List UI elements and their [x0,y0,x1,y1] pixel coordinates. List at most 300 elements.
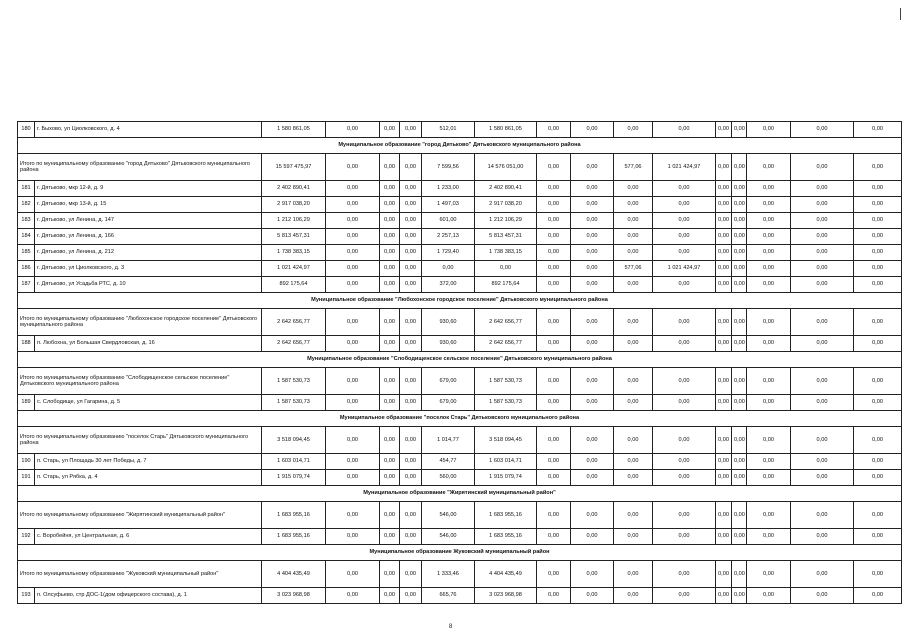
value-cell: 0,00 [653,245,716,261]
value-cell: 0,00 [571,529,614,545]
address-cell: г. Дятьково, ул Ленина, д. 147 [35,213,262,229]
value-cell: 0,00 [326,470,380,486]
value-cell: 0,00 [854,529,902,545]
value-cell: 0,00 [732,427,747,454]
value-cell: 0,00 [537,470,571,486]
value-cell: 0,00 [571,427,614,454]
value-cell: 0,00 [791,336,854,352]
value-cell: 0,00 [791,470,854,486]
row-number: 189 [18,395,35,411]
value-cell: 0,00 [400,245,422,261]
row-number: 188 [18,336,35,352]
value-cell: 0,00 [326,427,380,454]
table-row [18,277,902,293]
value-cell: 0,00 [614,245,653,261]
address-cell: г. Дятьково, ул Ленина, д. 166 [35,229,262,245]
value-cell: 0,00 [326,368,380,395]
value-cell: 1 333,46 [422,561,475,588]
value-cell: 0,00 [571,181,614,197]
value-cell: 5 813 457,31 [262,229,326,245]
value-cell: 0,00 [732,261,747,277]
value-cell: 0,00 [716,470,732,486]
total-label: Итого по муниципальному образованию "поселок Старь" Дятьковского муниципального района [18,427,262,454]
value-cell: 0,00 [614,588,653,604]
value-cell: 0,00 [791,309,854,336]
value-cell: 0,00 [571,213,614,229]
value-cell: 577,06 [614,154,653,181]
section-title: Муниципальное образование "город Дятьково" Дятьковского муниципального района [18,138,902,154]
value-cell: 0,00 [614,529,653,545]
value-cell: 0,00 [475,261,537,277]
table-row [18,395,902,411]
value-cell: 1 497,03 [422,197,475,213]
value-cell: 0,00 [732,470,747,486]
value-cell: 3 023 968,98 [475,588,537,604]
value-cell: 0,00 [400,368,422,395]
value-cell: 0,00 [537,277,571,293]
table-row [18,529,902,545]
value-cell: 0,00 [380,368,400,395]
address-cell: п. Олсуфьево, стр ДОС-1(дом офицерского состава), д. 1 [35,588,262,604]
value-cell: 560,00 [422,470,475,486]
value-cell: 0,00 [571,395,614,411]
value-cell: 0,00 [571,122,614,138]
value-cell: 0,00 [614,368,653,395]
value-cell: 0,00 [326,502,380,529]
value-cell: 1 014,77 [422,427,475,454]
value-cell: 0,00 [571,454,614,470]
value-cell: 0,00 [326,529,380,545]
value-cell: 0,00 [326,154,380,181]
value-cell: 0,00 [854,368,902,395]
value-cell: 0,00 [571,197,614,213]
address-cell: п. Старь, ул Рябка, д. 4 [35,470,262,486]
value-cell: 0,00 [400,502,422,529]
value-cell: 0,00 [791,122,854,138]
value-cell: 0,00 [326,395,380,411]
value-cell: 372,00 [422,277,475,293]
value-cell: 0,00 [747,154,791,181]
value-cell: 0,00 [747,261,791,277]
value-cell: 14 576 051,00 [475,154,537,181]
table-row [18,245,902,261]
total-label: Итого по муниципальному образованию "Любохонское городское поселение" Дятьковского муниципального района [18,309,262,336]
table-row [18,470,902,486]
total-row [18,368,902,395]
value-cell: 0,00 [747,181,791,197]
value-cell: 0,00 [653,454,716,470]
section-header-row [18,293,902,309]
address-cell: п. Любохна, ул Большая Свердловская, д. 16 [35,336,262,352]
value-cell: 0,00 [653,427,716,454]
value-cell: 0,00 [791,588,854,604]
value-cell: 0,00 [614,336,653,352]
value-cell: 0,00 [571,336,614,352]
value-cell: 0,00 [400,122,422,138]
value-cell: 0,00 [400,561,422,588]
value-cell: 0,00 [380,213,400,229]
value-cell: 0,00 [326,197,380,213]
value-cell: 0,00 [326,261,380,277]
value-cell: 0,00 [854,336,902,352]
value-cell: 0,00 [854,395,902,411]
value-cell: 0,00 [653,588,716,604]
value-cell: 1 233,00 [422,181,475,197]
value-cell: 0,00 [716,395,732,411]
value-cell: 0,00 [653,122,716,138]
value-cell: 546,00 [422,529,475,545]
value-cell: 930,60 [422,309,475,336]
value-cell: 892 175,64 [262,277,326,293]
value-cell: 0,00 [326,309,380,336]
value-cell: 0,00 [326,181,380,197]
value-cell: 0,00 [791,368,854,395]
value-cell: 0,00 [380,427,400,454]
value-cell: 0,00 [747,529,791,545]
value-cell: 0,00 [400,261,422,277]
value-cell: 0,00 [854,261,902,277]
value-cell: 0,00 [791,395,854,411]
value-cell: 0,00 [326,454,380,470]
value-cell: 0,00 [537,427,571,454]
value-cell: 0,00 [716,427,732,454]
value-cell: 0,00 [653,229,716,245]
value-cell: 0,00 [571,154,614,181]
value-cell: 0,00 [716,454,732,470]
value-cell: 1 212 106,29 [475,213,537,229]
value-cell: 1 587 530,73 [475,395,537,411]
table-row [18,336,902,352]
value-cell: 0,00 [854,470,902,486]
address-cell: г. Дятьково, ул Ленина, д. 212 [35,245,262,261]
value-cell: 0,00 [380,454,400,470]
value-cell: 0,00 [716,245,732,261]
value-cell: 0,00 [653,336,716,352]
section-header-row [18,545,902,561]
value-cell: 0,00 [380,588,400,604]
value-cell: 0,00 [854,277,902,293]
value-cell: 0,00 [791,427,854,454]
value-cell: 3 518 094,45 [475,427,537,454]
value-cell: 0,00 [791,197,854,213]
value-cell: 0,00 [653,561,716,588]
value-cell: 0,00 [716,309,732,336]
value-cell: 0,00 [653,395,716,411]
value-cell: 0,00 [732,395,747,411]
value-cell: 0,00 [571,470,614,486]
value-cell: 0,00 [732,529,747,545]
value-cell: 1 021 424,97 [262,261,326,277]
address-cell: г. Быхово, ул Циолковского, д. 4 [35,122,262,138]
value-cell: 0,00 [326,277,380,293]
value-cell: 0,00 [422,261,475,277]
value-cell: 0,00 [400,395,422,411]
value-cell: 679,00 [422,395,475,411]
value-cell: 0,00 [747,277,791,293]
address-cell: г. Дятьково, мкр 12-й, д. 9 [35,181,262,197]
value-cell: 3 518 094,45 [262,427,326,454]
value-cell: 1 021 424,97 [653,261,716,277]
value-cell: 0,00 [747,395,791,411]
value-cell: 0,00 [614,502,653,529]
value-cell: 0,00 [571,502,614,529]
value-cell: 0,00 [614,229,653,245]
value-cell: 1 915 079,74 [262,470,326,486]
value-cell: 0,00 [653,277,716,293]
value-cell: 0,00 [732,454,747,470]
row-number: 190 [18,454,35,470]
table-row [18,454,902,470]
value-cell: 2 402 890,41 [475,181,537,197]
value-cell: 0,00 [732,154,747,181]
value-cell: 546,00 [422,502,475,529]
value-cell: 2 257,13 [422,229,475,245]
value-cell: 0,00 [653,529,716,545]
value-cell: 0,00 [732,277,747,293]
value-cell: 0,00 [380,502,400,529]
value-cell: 0,00 [380,309,400,336]
value-cell: 1 683 955,16 [475,529,537,545]
value-cell: 0,00 [380,277,400,293]
value-cell: 0,00 [380,561,400,588]
value-cell: 0,00 [326,213,380,229]
value-cell: 0,00 [537,213,571,229]
address-cell: п. Старь, ул Площадь 30 лет Победы, д. 7 [35,454,262,470]
value-cell: 0,00 [614,454,653,470]
table-row [18,261,902,277]
value-cell: 0,00 [380,122,400,138]
total-row [18,154,902,181]
page-number: 8 [449,624,453,630]
value-cell: 0,00 [854,213,902,229]
value-cell: 0,00 [854,245,902,261]
address-cell: с. Воробейня, ул Центральная, д. 6 [35,529,262,545]
value-cell: 7 599,56 [422,154,475,181]
value-cell: 0,00 [747,122,791,138]
value-cell: 0,00 [400,154,422,181]
value-cell: 1 738 383,15 [475,245,537,261]
table-row [18,122,902,138]
value-cell: 0,00 [571,245,614,261]
section-title: Муниципальное образование "Любохонское городское поселение" Дятьковского муниципального района [18,293,902,309]
value-cell: 0,00 [854,427,902,454]
section-title: Муниципальное образование "Жирятинский муниципальный район" [18,486,902,502]
value-cell: 0,00 [537,229,571,245]
value-cell: 2 642 656,77 [262,336,326,352]
section-title: Муниципальное образование "Слободищенское сельское поселение" Дятьковского муниципального района [18,352,902,368]
value-cell: 0,00 [400,336,422,352]
value-cell: 0,00 [400,470,422,486]
value-cell: 2 642 656,77 [475,309,537,336]
value-cell: 0,00 [380,336,400,352]
row-number: 192 [18,529,35,545]
value-cell: 0,00 [653,309,716,336]
address-cell: с. Слободище, ул Гагарина, д. 5 [35,395,262,411]
value-cell: 0,00 [716,336,732,352]
value-cell: 0,00 [326,245,380,261]
section-title: Муниципальное образование Жуковский муниципальный район [18,545,902,561]
data-table [17,121,902,604]
value-cell: 0,00 [854,454,902,470]
value-cell: 679,00 [422,368,475,395]
value-cell: 1 603 014,71 [262,454,326,470]
value-cell: 1 587 530,73 [262,368,326,395]
total-label: Итого по муниципальному образованию "город Дятьково" Дятьковского муниципального района [18,154,262,181]
value-cell: 0,00 [747,368,791,395]
value-cell: 0,00 [747,470,791,486]
value-cell: 0,00 [537,588,571,604]
total-row [18,309,902,336]
value-cell: 1 587 530,73 [262,395,326,411]
value-cell: 2 402 890,41 [262,181,326,197]
value-cell: 0,00 [537,309,571,336]
value-cell: 0,00 [380,181,400,197]
value-cell: 0,00 [537,395,571,411]
value-cell: 0,00 [380,529,400,545]
value-cell: 0,00 [732,197,747,213]
value-cell: 0,00 [400,277,422,293]
total-label: Итого по муниципальному образованию "Жуковский муниципальный район" [18,561,262,588]
value-cell: 0,00 [854,561,902,588]
row-number: 187 [18,277,35,293]
value-cell: 1 587 530,73 [475,368,537,395]
value-cell: 0,00 [400,229,422,245]
value-cell: 0,00 [716,588,732,604]
value-cell: 454,77 [422,454,475,470]
value-cell: 0,00 [400,309,422,336]
table-row [18,197,902,213]
row-number: 180 [18,122,35,138]
total-row [18,427,902,454]
value-cell: 0,00 [716,181,732,197]
value-cell: 0,00 [571,561,614,588]
value-cell: 0,00 [747,245,791,261]
value-cell: 0,00 [571,588,614,604]
value-cell: 0,00 [653,181,716,197]
value-cell: 1 580 861,05 [262,122,326,138]
value-cell: 0,00 [747,561,791,588]
value-cell: 0,00 [537,261,571,277]
section-header-row [18,138,902,154]
row-number: 182 [18,197,35,213]
value-cell: 665,76 [422,588,475,604]
value-cell: 512,01 [422,122,475,138]
value-cell: 2 642 656,77 [262,309,326,336]
section-header-row [18,486,902,502]
value-cell: 0,00 [380,245,400,261]
value-cell: 0,00 [716,561,732,588]
value-cell: 0,00 [732,181,747,197]
row-number: 186 [18,261,35,277]
value-cell: 0,00 [791,229,854,245]
value-cell: 0,00 [732,245,747,261]
value-cell: 0,00 [716,197,732,213]
value-cell: 0,00 [791,529,854,545]
value-cell: 0,00 [537,181,571,197]
value-cell: 0,00 [732,502,747,529]
value-cell: 0,00 [400,529,422,545]
value-cell: 0,00 [653,197,716,213]
value-cell: 892 175,64 [475,277,537,293]
value-cell: 0,00 [653,213,716,229]
value-cell: 0,00 [854,197,902,213]
row-number: 193 [18,588,35,604]
value-cell: 0,00 [400,213,422,229]
value-cell: 0,00 [537,454,571,470]
value-cell: 1 603 014,71 [475,454,537,470]
value-cell: 0,00 [791,561,854,588]
address-cell: г. Дятьково, ул Усадьба РТС, д. 10 [35,277,262,293]
value-cell: 5 813 457,31 [475,229,537,245]
value-cell: 0,00 [854,181,902,197]
row-number: 184 [18,229,35,245]
value-cell: 0,00 [854,122,902,138]
value-cell: 0,00 [380,470,400,486]
value-cell: 1 021 424,97 [653,154,716,181]
value-cell: 577,06 [614,261,653,277]
value-cell: 0,00 [716,213,732,229]
value-cell: 0,00 [653,470,716,486]
value-cell: 0,00 [380,229,400,245]
value-cell: 1 915 079,74 [475,470,537,486]
value-cell: 0,00 [614,213,653,229]
value-cell: 0,00 [614,309,653,336]
value-cell: 0,00 [571,261,614,277]
value-cell: 0,00 [791,261,854,277]
value-cell: 0,00 [791,213,854,229]
value-cell: 0,00 [716,529,732,545]
value-cell: 0,00 [747,502,791,529]
value-cell: 4 404 435,49 [262,561,326,588]
value-cell: 1 580 861,05 [475,122,537,138]
value-cell: 0,00 [716,277,732,293]
value-cell: 4 404 435,49 [475,561,537,588]
row-number: 185 [18,245,35,261]
total-row [18,561,902,588]
value-cell: 0,00 [400,454,422,470]
value-cell: 0,00 [400,197,422,213]
value-cell: 0,00 [380,261,400,277]
value-cell: 0,00 [614,470,653,486]
value-cell: 0,00 [326,229,380,245]
value-cell: 0,00 [854,229,902,245]
section-header-row [18,352,902,368]
value-cell: 0,00 [537,122,571,138]
value-cell: 1 212 106,29 [262,213,326,229]
value-cell: 0,00 [716,154,732,181]
value-cell: 0,00 [537,368,571,395]
value-cell: 0,00 [747,588,791,604]
value-cell: 0,00 [716,368,732,395]
value-cell: 930,60 [422,336,475,352]
value-cell: 0,00 [571,309,614,336]
value-cell: 1 729,40 [422,245,475,261]
value-cell: 0,00 [537,502,571,529]
value-cell: 0,00 [400,427,422,454]
value-cell: 0,00 [732,368,747,395]
value-cell: 0,00 [791,181,854,197]
value-cell: 0,00 [747,454,791,470]
value-cell: 0,00 [614,122,653,138]
value-cell: 2 917 038,20 [475,197,537,213]
value-cell: 0,00 [854,588,902,604]
value-cell: 0,00 [732,309,747,336]
value-cell: 2 917 038,20 [262,197,326,213]
value-cell: 0,00 [614,427,653,454]
value-cell: 0,00 [571,277,614,293]
value-cell: 0,00 [747,309,791,336]
value-cell: 0,00 [854,309,902,336]
